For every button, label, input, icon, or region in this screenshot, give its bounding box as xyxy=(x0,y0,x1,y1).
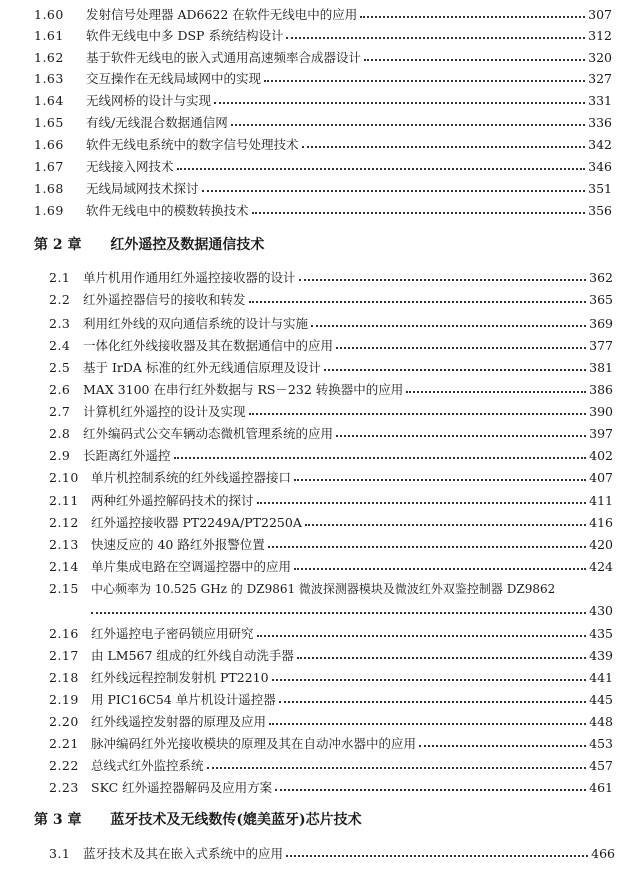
leader-dots xyxy=(336,435,586,437)
entry-page: 336 xyxy=(588,115,612,130)
entry-page: 430 xyxy=(589,603,613,618)
leader-dots xyxy=(286,37,585,39)
entry-title: 中心频率为 10.525 GHz 的 DZ9861 微波探测器模块及微波红外双鉴控制器 DZ9862 xyxy=(91,582,556,596)
toc-entry xyxy=(49,360,613,376)
chapter-title: 红外遥控及数据通信技术 xyxy=(110,237,265,253)
entry-number: 2.7 xyxy=(49,404,71,419)
entry-number: 2.12 xyxy=(49,515,79,530)
entry-title: 快速反应的 40 路红外报警位置 xyxy=(91,537,265,552)
entry-title: 利用红外线的双向通信系统的设计与实施 xyxy=(83,316,309,331)
entry-number: 2.13 xyxy=(49,537,79,552)
leader-dots xyxy=(249,413,587,415)
toc-entry xyxy=(49,692,613,708)
entry-title: 软件无线电中的模数转换技术 xyxy=(86,203,249,218)
leader-dots xyxy=(294,568,586,570)
entry-title: 一体化红外线接收器及其在数据通信中的应用 xyxy=(83,338,334,353)
entry-title: 红外线远程控制发射机 PT2210 xyxy=(91,670,269,685)
toc-entry xyxy=(34,115,612,131)
entry-title: 红外编码式公交车辆动态微机管理系统的应用 xyxy=(83,426,334,441)
entry-page: 346 xyxy=(588,159,612,174)
entry-number: 2.1 xyxy=(49,270,71,285)
entry-page: 411 xyxy=(589,493,613,508)
toc-entry xyxy=(49,270,613,286)
entry-number: 2.9 xyxy=(49,448,71,463)
entry-number: 2.15 xyxy=(49,581,79,596)
chapter-heading xyxy=(34,236,264,254)
entry-number: 1.64 xyxy=(34,93,64,108)
toc-entry-continuation xyxy=(91,603,613,619)
entry-number: 2.2 xyxy=(49,292,71,307)
leader-dots xyxy=(324,369,586,371)
entry-title: 单片机用作通用红外遥控接收器的设计 xyxy=(83,270,296,285)
entry-title: 蓝牙技术及其在嵌入式系统中的应用 xyxy=(83,846,284,861)
entry-title: 单片机控制系统的红外线遥控器接口 xyxy=(91,470,292,485)
entry-page: 424 xyxy=(589,559,613,574)
leader-dots xyxy=(275,789,586,791)
entry-number: 1.63 xyxy=(34,71,64,86)
entry-number: 1.67 xyxy=(34,159,64,174)
entry-page: 351 xyxy=(588,181,612,196)
toc-entry xyxy=(34,7,612,23)
entry-page: 448 xyxy=(589,714,613,729)
entry-number: 2.14 xyxy=(49,559,79,574)
toc-entry xyxy=(49,846,615,862)
leader-dots xyxy=(406,391,586,393)
toc-entry xyxy=(49,338,613,354)
toc-entry xyxy=(49,626,613,642)
entry-page: 331 xyxy=(588,93,612,108)
entry-title: 无线网桥的设计与实现 xyxy=(86,93,212,108)
entry-number: 2.17 xyxy=(49,648,79,663)
entry-page: 445 xyxy=(589,692,613,707)
entry-page: 402 xyxy=(589,448,613,463)
leader-dots xyxy=(252,212,586,214)
toc-entry xyxy=(49,559,613,575)
leader-dots xyxy=(214,102,585,104)
leader-dots xyxy=(272,679,587,681)
leader-dots xyxy=(279,701,586,703)
toc-entry xyxy=(49,382,613,398)
entry-page: 307 xyxy=(588,7,612,22)
entry-title: 发射信号处理器 AD6622 在软件无线电中的应用 xyxy=(86,7,358,22)
entry-number: 1.60 xyxy=(34,7,64,22)
entry-page: 397 xyxy=(589,426,613,441)
entry-page: 365 xyxy=(589,292,613,307)
chapter-label: 第 3 章 xyxy=(34,812,82,828)
entry-number: 2.10 xyxy=(49,470,79,485)
entry-page: 362 xyxy=(589,270,613,285)
entry-title: 基于 IrDA 标准的红外无线通信原理及设计 xyxy=(83,360,321,375)
toc-entry xyxy=(49,736,613,752)
entry-number: 2.21 xyxy=(49,736,79,751)
entry-title: 基于软件无线电的嵌入式通用高速频率合成器设计 xyxy=(86,50,362,65)
leader-dots xyxy=(311,325,586,327)
entry-number: 1.69 xyxy=(34,203,64,218)
toc-entry xyxy=(34,181,612,197)
entry-page: 312 xyxy=(588,28,612,43)
toc-entry xyxy=(49,316,613,332)
entry-number: 2.8 xyxy=(49,426,71,441)
toc-entry xyxy=(49,581,613,597)
leader-dots xyxy=(174,457,587,459)
entry-page: 466 xyxy=(591,846,615,861)
entry-number: 2.11 xyxy=(49,493,79,508)
leader-dots xyxy=(177,168,586,170)
entry-title: 无线接入网技术 xyxy=(86,159,174,174)
entry-title: 红外遥控器信号的接收和转发 xyxy=(83,292,246,307)
entry-number: 1.62 xyxy=(34,50,64,65)
entry-title: 红外遥控接收器 PT2249A/PT2250A xyxy=(91,515,302,530)
entry-number: 2.18 xyxy=(49,670,79,685)
toc-entry xyxy=(49,758,613,774)
entry-page: 390 xyxy=(589,404,613,419)
toc-entry xyxy=(49,780,613,796)
toc-entry xyxy=(34,159,612,175)
entry-page: 439 xyxy=(589,648,613,663)
entry-title: 软件无线电系统中的数字信号处理技术 xyxy=(86,137,299,152)
toc-entry xyxy=(49,470,613,486)
leader-dots xyxy=(299,279,587,281)
entry-number: 2.3 xyxy=(49,316,71,331)
entry-title: 单片集成电路在空调遥控器中的应用 xyxy=(91,559,292,574)
entry-number: 2.19 xyxy=(49,692,79,707)
entry-title: 红外线遥控发射器的原理及应用 xyxy=(91,714,267,729)
entry-page: 441 xyxy=(589,670,613,685)
entry-number: 1.65 xyxy=(34,115,64,130)
toc-entry xyxy=(49,493,613,509)
entry-page: 407 xyxy=(589,470,613,485)
entry-number: 2.6 xyxy=(49,382,71,397)
entry-title: 由 LM567 组成的红外线自动洗手器 xyxy=(91,648,294,663)
entry-page: 381 xyxy=(589,360,613,375)
entry-number: 2.22 xyxy=(49,758,79,773)
leader-dots xyxy=(257,502,587,504)
leader-dots xyxy=(249,301,587,303)
toc-entry xyxy=(49,426,613,442)
entry-number: 2.5 xyxy=(49,360,71,375)
toc-entry xyxy=(34,71,612,87)
leader-dots xyxy=(364,59,585,61)
leader-dots xyxy=(360,16,585,18)
toc-entry xyxy=(49,648,613,664)
entry-page: 377 xyxy=(589,338,613,353)
entry-page: 457 xyxy=(589,758,613,773)
toc-entry xyxy=(49,404,613,420)
entry-page: 420 xyxy=(589,537,613,552)
entry-number: 3.1 xyxy=(49,846,71,861)
entry-page: 453 xyxy=(589,736,613,751)
leader-dots xyxy=(294,479,586,481)
toc-entry xyxy=(34,28,612,44)
entry-number: 1.68 xyxy=(34,181,64,196)
entry-page: 356 xyxy=(588,203,612,218)
entry-title: 软件无线电中多 DSP 系统结构设计 xyxy=(86,28,284,43)
entry-page: 327 xyxy=(588,71,612,86)
entry-number: 2.16 xyxy=(49,626,79,641)
leader-dots xyxy=(297,657,586,659)
entry-title: 两种红外遥控解码技术的探讨 xyxy=(91,493,254,508)
leader-dots xyxy=(269,723,586,725)
entry-page: 386 xyxy=(589,382,613,397)
entry-page: 461 xyxy=(589,780,613,795)
chapter-heading xyxy=(34,811,362,829)
leader-dots xyxy=(336,347,586,349)
entry-page: 416 xyxy=(589,515,613,530)
entry-number: 2.4 xyxy=(49,338,71,353)
entry-title: 有线/无线混合数据通信网 xyxy=(86,115,228,130)
toc-entry xyxy=(34,93,612,109)
leader-dots xyxy=(305,524,586,526)
leader-dots xyxy=(286,855,588,857)
entry-title: 长距离红外遥控 xyxy=(83,448,171,463)
entry-page: 435 xyxy=(589,626,613,641)
leader-dots xyxy=(302,146,586,148)
toc-entry xyxy=(34,50,612,66)
entry-page: 320 xyxy=(588,50,612,65)
entry-number: 1.61 xyxy=(34,28,64,43)
toc-entry xyxy=(49,537,613,553)
entry-page: 369 xyxy=(589,316,613,331)
toc-entry xyxy=(34,203,612,219)
entry-title: 无线局域网技术探讨 xyxy=(86,181,199,196)
leader-dots xyxy=(91,612,586,614)
toc-entry xyxy=(49,292,613,308)
entry-title: 用 PIC16C54 单片机设计遥控器 xyxy=(91,692,276,707)
chapter-label: 第 2 章 xyxy=(34,237,82,253)
chapter-title: 蓝牙技术及无线数传(媲美蓝牙)芯片技术 xyxy=(110,812,362,828)
leader-dots xyxy=(231,124,585,126)
entry-title: 总线式红外监控系统 xyxy=(91,758,204,773)
toc-entry xyxy=(49,670,613,686)
entry-number: 2.20 xyxy=(49,714,79,729)
entry-title: 脉冲编码红外光接收模块的原理及其在自动冲水器中的应用 xyxy=(91,736,417,751)
leader-dots xyxy=(419,745,586,747)
toc-entry xyxy=(49,448,613,464)
toc-entry xyxy=(49,515,613,531)
entry-page: 342 xyxy=(588,137,612,152)
entry-title: MAX 3100 在串行红外数据与 RS－232 转换器中的应用 xyxy=(83,382,404,397)
entry-title: SKC 红外遥控器解码及应用方案 xyxy=(91,780,273,795)
entry-title: 红外遥控电子密码锁应用研究 xyxy=(91,626,254,641)
leader-dots xyxy=(202,190,586,192)
entry-title: 交互操作在无线局域网中的实现 xyxy=(86,71,262,86)
entry-title: 计算机红外遥控的设计及实现 xyxy=(83,404,246,419)
leader-dots xyxy=(268,546,586,548)
entry-number: 2.23 xyxy=(49,780,79,795)
leader-dots xyxy=(257,635,587,637)
leader-dots xyxy=(207,767,587,769)
toc-entry xyxy=(49,714,613,730)
toc-entry xyxy=(34,137,612,153)
entry-number: 1.66 xyxy=(34,137,64,152)
leader-dots xyxy=(264,80,585,82)
